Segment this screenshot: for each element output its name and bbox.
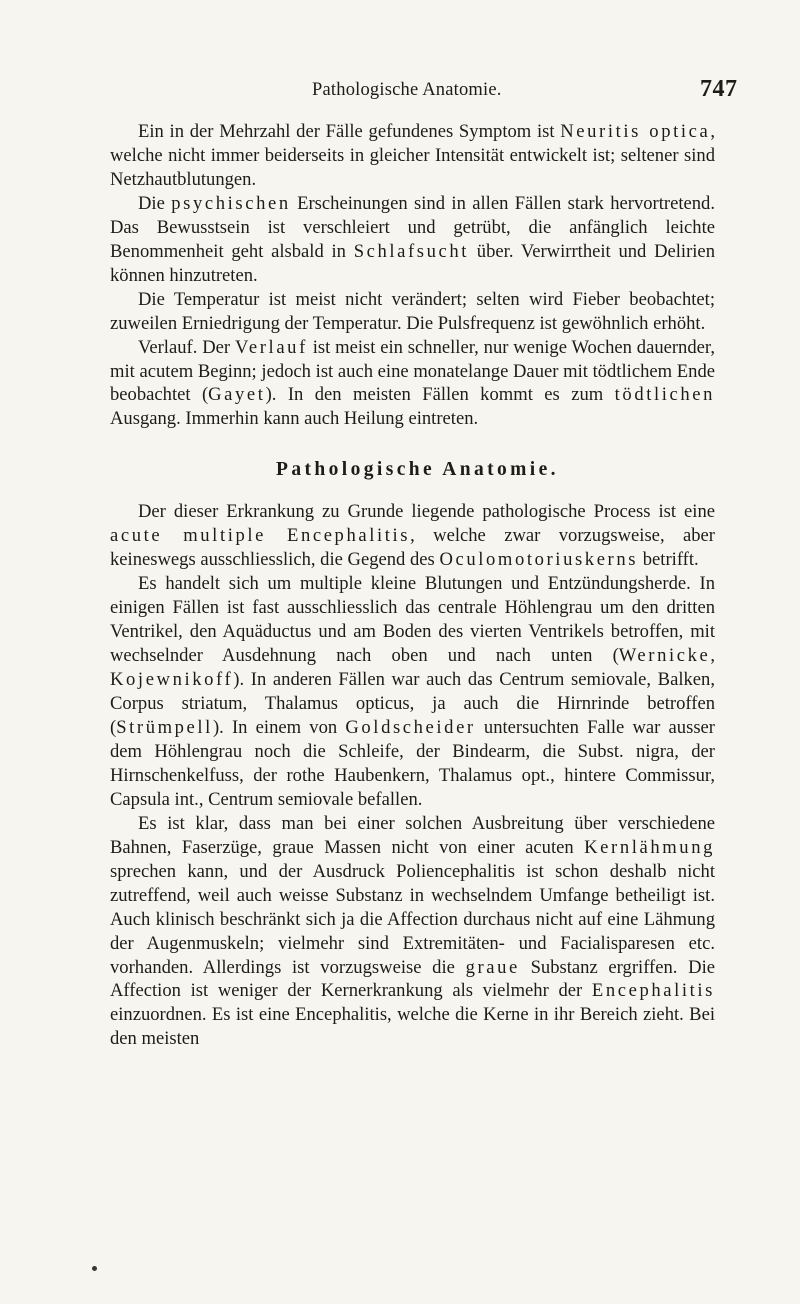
paragraph-process: Der dieser Erkrankung zu Grunde liegende pathologische Process ist eine acute multiple Encephalitis, welche zwar vorzugsweise, aber keineswegs ausschliesslich, die Gegend des Oculomotoriuskerns betrifft.: [110, 501, 715, 571]
paragraph-hemorrhages: Es handelt sich um multiple kleine Blutungen und Entzündungsherde. In einigen Fällen ist fast ausschliesslich das centrale Höhlengrau um den dritten Ventrikel, den Aquäductus und am Boden des vierten Ventrikels betroffen, mit wechselnder Ausdehnung nach oben und nach unten (Wernicke, Kojewnikoff). In anderen Fällen war auch das Centrum semiovale, Balken, Corpus striatum, Thalamus opticus, ja auch die Hirnrinde betroffen (Strümpell). In einem von Goldscheider untersuchten Falle war ausser dem Höhlengrau noch die Schleife, der Bindearm, die Subst. nigra, der Hirnschenkelfuss, der rothe Haubenkern, Thalamus opt., hintere Commissur, Capsula int., Centrum semiovale befallen.: [110, 573, 715, 810]
paragraph-neuritis: Ein in der Mehrzahl der Fälle gefundenes Symptom ist Neuritis optica, welche nicht immer beiderseits in gleicher Intensität entwickelt ist; seltener sind Netzhautblutungen.: [110, 121, 715, 190]
emphasis-term: psychischen: [171, 192, 291, 214]
running-title: Pathologische Anatomie.: [312, 80, 502, 100]
emphasis-term: Encephalitis: [591, 980, 715, 1002]
paragraph-psychic: Die psychischen Erscheinungen sind in allen Fällen stark hervortretend. Das Bewusstsein ist verschleiert und getrübt, die anfänglich leichte Benommenheit geht alsbald in Schlafsucht über. Verwirrtheit und Delirien können hinzutreten.: [110, 192, 715, 286]
page-number: 747: [700, 76, 738, 102]
paragraph-temperature: Die Temperatur ist meist nicht verändert; selten wird Fieber beobachtet; zuweilen Erniedrigung der Temperatur. Die Pulsfrequenz ist gewöhnlich erhöht.: [110, 288, 715, 334]
emphasis-term: graue: [465, 956, 520, 978]
margin-dot-mark: [92, 1266, 97, 1271]
author-name: Gayet: [208, 384, 266, 406]
author-name: Strümpell: [116, 716, 213, 738]
emphasis-term: acute multiple Encephalitis: [110, 525, 411, 547]
emphasis-term: Oculomotoriuskerns: [439, 549, 639, 571]
paragraph-conclusion: Es ist klar, dass man bei einer solchen Ausbreitung über verschiedene Bahnen, Faserzüge, graue Massen nicht von einer acuten Kernlähmung sprechen kann, und der Ausdruck Poliencephalitis ist schon deshalb nicht zutreffend, weil auch weisse Substanz in wechselndem Umfange betheiligt ist. Auch klinisch beschränkt sich ja die Affection durchaus nicht auf eine Lähmung der Augenmuskeln; vielmehr sind Extremitäten- und Facialisparesen etc. vorhanden. Allerdings ist vorzugsweise die graue Substanz ergriffen. Die Affection ist weniger der Kernerkrankung als vielmehr der Encephalitis einzuordnen. Es ist eine Encephalitis, welche die Kerne in ihr Bereich zieht. Bei den meisten: [110, 812, 715, 1050]
emphasis-term: Schlafsucht: [353, 240, 470, 262]
body-text: [110, 120, 715, 1051]
emphasis-term: Verlauf: [234, 336, 308, 358]
emphasis-term: Neuritis optica: [560, 121, 711, 142]
paragraph-lead: Verlauf.: [138, 336, 198, 358]
emphasis-term: Kernlähmung: [584, 836, 715, 858]
author-name: Goldscheider: [345, 716, 476, 738]
emphasis-term: tödtlichen: [614, 384, 716, 406]
author-name: Wernicke: [618, 645, 711, 667]
paragraph-course: Verlauf. Der Verlauf ist meist ein schneller, nur wenige Wochen dauernder, mit acutem Beginn; jedoch ist auch eine monatelange Dauer mit tödtlichem Ende beobachtet (Gayet). In den meisten Fällen kommt es zum tödtlichen Ausgang. Immerhin kann auch Heilung eintreten.: [110, 336, 716, 430]
section-heading: Pathologische Anatomie.: [276, 459, 559, 481]
page-header: [0, 76, 800, 106]
author-name: Kojewnikoff: [110, 669, 234, 691]
